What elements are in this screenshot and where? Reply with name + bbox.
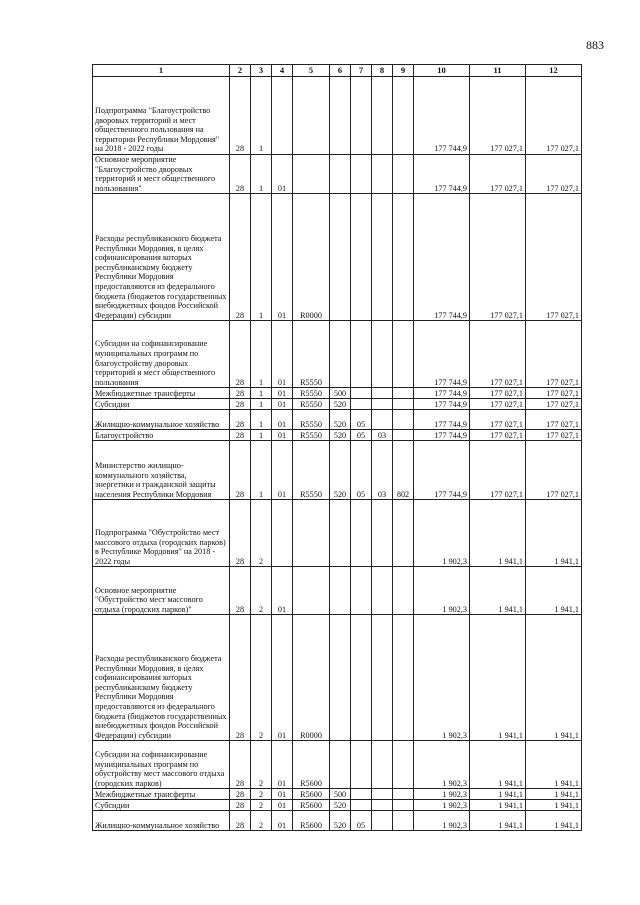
table-cell: 03 xyxy=(372,430,393,441)
table-cell: 01 xyxy=(272,194,293,321)
table-cell xyxy=(372,789,393,800)
table-cell: 1 902,3 xyxy=(414,800,470,811)
table-cell: 177 027,1 xyxy=(470,441,526,500)
table-cell xyxy=(372,811,393,831)
table-cell: 1 941,1 xyxy=(470,789,526,800)
table-cell: 2 xyxy=(251,741,272,789)
table-cell: 1 902,3 xyxy=(414,567,470,615)
table-cell: R5600 xyxy=(293,789,330,800)
table-cell: 01 xyxy=(272,741,293,789)
table-cell: 177 744,9 xyxy=(414,194,470,321)
table-cell xyxy=(351,741,372,789)
table-row xyxy=(93,811,582,831)
column-header: 8 xyxy=(372,65,393,77)
column-header: 12 xyxy=(526,65,582,77)
table-cell xyxy=(351,615,372,741)
table-cell: 03 xyxy=(372,441,393,500)
table-cell: 28 xyxy=(230,811,251,831)
table-cell xyxy=(372,410,393,430)
table-cell: 01 xyxy=(272,410,293,430)
table-cell: 1 902,3 xyxy=(414,789,470,800)
table-cell: 520 xyxy=(330,811,351,831)
table-cell: 177 027,1 xyxy=(470,194,526,321)
table-cell: 1 xyxy=(251,321,272,388)
table-cell xyxy=(393,321,414,388)
table-cell xyxy=(351,789,372,800)
table-cell: 177 027,1 xyxy=(526,155,582,194)
column-header: 3 xyxy=(251,65,272,77)
table-cell: 28 xyxy=(230,789,251,800)
table-row xyxy=(93,410,582,430)
row-name-cell: Расходы республиканского бюджета Республики Мордовия, в целях софинансирования которых республиканскому бюджету Республики Мордовия предоставляются из федерального бюджета (бюджетов государственных внебюджетных фондов Российской Федерации) субсидии xyxy=(93,615,230,741)
table-cell: 177 027,1 xyxy=(526,441,582,500)
table-cell xyxy=(372,741,393,789)
table-cell: 1 941,1 xyxy=(470,567,526,615)
table-cell xyxy=(372,388,393,399)
column-header: 9 xyxy=(393,65,414,77)
table-cell xyxy=(272,77,293,155)
row-name-cell: Благоустройство xyxy=(93,430,230,441)
table-cell: 01 xyxy=(272,388,293,399)
table-cell: 01 xyxy=(272,399,293,410)
table-cell: 1 xyxy=(251,399,272,410)
table-cell xyxy=(351,155,372,194)
table-row xyxy=(93,615,582,741)
table-cell: 500 xyxy=(330,388,351,399)
table-cell: 1 902,3 xyxy=(414,741,470,789)
table-cell: 1 902,3 xyxy=(414,500,470,567)
table-cell: 28 xyxy=(230,194,251,321)
table-cell: 177 027,1 xyxy=(526,399,582,410)
table-cell xyxy=(372,399,393,410)
table-cell: 1 941,1 xyxy=(470,741,526,789)
table-cell: 177 744,9 xyxy=(414,410,470,430)
table-cell: 05 xyxy=(351,441,372,500)
row-name-cell: Основное мероприятие "Обустройство мест массового отдыха (городских парков)" xyxy=(93,567,230,615)
table-cell: 520 xyxy=(330,430,351,441)
table-cell xyxy=(393,399,414,410)
column-header: 1 xyxy=(93,65,230,77)
table-cell xyxy=(393,500,414,567)
table-cell: 1 xyxy=(251,388,272,399)
table-cell: 177 027,1 xyxy=(470,388,526,399)
table-cell: 2 xyxy=(251,800,272,811)
table-row xyxy=(93,500,582,567)
table-row xyxy=(93,430,582,441)
table-cell: R5550 xyxy=(293,410,330,430)
row-name-cell: Субсидии на софинансирование муниципальных программ по обустройству мест массового отдыха (городских парков) xyxy=(93,741,230,789)
table-cell: 1 xyxy=(251,77,272,155)
column-header: 5 xyxy=(293,65,330,77)
row-name-cell: Жилищно-коммунальное хозяйство xyxy=(93,811,230,831)
table-cell: 1 xyxy=(251,410,272,430)
table-cell xyxy=(393,800,414,811)
table-cell: 177 744,9 xyxy=(414,399,470,410)
table-cell: R5550 xyxy=(293,321,330,388)
table-cell: R5550 xyxy=(293,399,330,410)
table-cell: 177 744,9 xyxy=(414,321,470,388)
table-row xyxy=(93,77,582,155)
table-cell: 177 744,9 xyxy=(414,430,470,441)
table-cell xyxy=(393,430,414,441)
row-name-cell: Подпрограмма "Благоустройство дворовых территорий и мест общественного пользования на территории Республики Мордовия" на 2018 - 2022 годы xyxy=(93,77,230,155)
table-cell: 01 xyxy=(272,811,293,831)
table-row xyxy=(93,800,582,811)
table-cell xyxy=(330,741,351,789)
table-cell xyxy=(293,567,330,615)
table-cell: 2 xyxy=(251,789,272,800)
table-cell: 28 xyxy=(230,800,251,811)
table-cell: 28 xyxy=(230,321,251,388)
table-cell: 1 941,1 xyxy=(470,800,526,811)
row-name-cell: Межбюджетные трансферты xyxy=(93,789,230,800)
table-cell xyxy=(393,789,414,800)
table-cell: 1 941,1 xyxy=(526,800,582,811)
table-cell xyxy=(393,388,414,399)
table-cell: R0000 xyxy=(293,615,330,741)
table-cell xyxy=(351,567,372,615)
table-cell: 177 027,1 xyxy=(470,321,526,388)
table-row xyxy=(93,155,582,194)
table-cell xyxy=(330,615,351,741)
row-name-cell: Субсидии xyxy=(93,800,230,811)
table-cell xyxy=(372,321,393,388)
table-row xyxy=(93,321,582,388)
column-header: 7 xyxy=(351,65,372,77)
table-cell: R5600 xyxy=(293,800,330,811)
table-cell: 177 027,1 xyxy=(470,155,526,194)
table-cell: 28 xyxy=(230,567,251,615)
table-cell: 05 xyxy=(351,430,372,441)
column-header: 6 xyxy=(330,65,351,77)
table-cell xyxy=(393,741,414,789)
table-cell: 1 941,1 xyxy=(526,741,582,789)
table-row xyxy=(93,399,582,410)
row-name-cell: Министерство жилищно-коммунального хозяйства, энергетики и гражданской защиты населения Республики Мордовия xyxy=(93,441,230,500)
table-cell: 28 xyxy=(230,410,251,430)
table-cell xyxy=(293,77,330,155)
table-cell: 05 xyxy=(351,410,372,430)
table-cell: 28 xyxy=(230,430,251,441)
table-cell: 1 902,3 xyxy=(414,811,470,831)
table-cell xyxy=(351,800,372,811)
table-header-row xyxy=(93,65,582,77)
table-cell: 802 xyxy=(393,441,414,500)
table-cell: 177 744,9 xyxy=(414,441,470,500)
table-cell xyxy=(330,567,351,615)
table-cell xyxy=(372,500,393,567)
table-cell: 1 941,1 xyxy=(526,500,582,567)
table-cell xyxy=(393,410,414,430)
table-cell xyxy=(393,615,414,741)
table-cell: 177 744,9 xyxy=(414,77,470,155)
table-cell: 28 xyxy=(230,388,251,399)
table-cell xyxy=(372,155,393,194)
row-name-cell: Субсидии на софинансирование муниципальных программ по благоустройству дворовых территорий и мест общественного пользования xyxy=(93,321,230,388)
table-cell: 177 027,1 xyxy=(526,194,582,321)
table-cell: 1 941,1 xyxy=(526,615,582,741)
table-cell xyxy=(372,800,393,811)
table-row xyxy=(93,441,582,500)
table-cell: 28 xyxy=(230,155,251,194)
table-cell xyxy=(393,194,414,321)
table-cell: 01 xyxy=(272,430,293,441)
table-cell: 177 027,1 xyxy=(526,430,582,441)
table-cell xyxy=(393,77,414,155)
table-cell xyxy=(293,500,330,567)
table-cell: 01 xyxy=(272,789,293,800)
table-cell xyxy=(372,77,393,155)
table-cell xyxy=(330,500,351,567)
table-cell: 01 xyxy=(272,567,293,615)
table-cell: 177 027,1 xyxy=(526,388,582,399)
table-cell: 28 xyxy=(230,77,251,155)
table-cell: 2 xyxy=(251,500,272,567)
table-cell: 01 xyxy=(272,441,293,500)
table-cell: R5550 xyxy=(293,430,330,441)
table-cell xyxy=(330,194,351,321)
table-row xyxy=(93,194,582,321)
table-cell: R5550 xyxy=(293,388,330,399)
table-cell xyxy=(351,500,372,567)
table-cell: 177 744,9 xyxy=(414,155,470,194)
table-cell: 1 902,3 xyxy=(414,615,470,741)
table-cell xyxy=(393,155,414,194)
table-cell: R0000 xyxy=(293,194,330,321)
table-cell xyxy=(351,399,372,410)
table-row xyxy=(93,741,582,789)
table-cell: 520 xyxy=(330,800,351,811)
table-cell: 01 xyxy=(272,615,293,741)
column-header: 11 xyxy=(470,65,526,77)
table-cell: 520 xyxy=(330,410,351,430)
table-cell: R5550 xyxy=(293,441,330,500)
page-number: 883 xyxy=(586,38,604,52)
row-name-cell: Подпрограмма "Обустройство мест массового отдыха (городских парков) в Республике Мордовия" на 2018 - 2022 годы xyxy=(93,500,230,567)
table-cell xyxy=(272,500,293,567)
table-cell: R5600 xyxy=(293,741,330,789)
table-cell: 2 xyxy=(251,567,272,615)
table-body xyxy=(93,77,582,831)
table-cell: 177 027,1 xyxy=(470,77,526,155)
table-cell xyxy=(351,194,372,321)
table-cell: 28 xyxy=(230,615,251,741)
table-cell xyxy=(330,77,351,155)
table-cell: 520 xyxy=(330,441,351,500)
table-cell: 177 027,1 xyxy=(526,410,582,430)
table-cell: 1 941,1 xyxy=(470,500,526,567)
table-cell: 1 xyxy=(251,441,272,500)
table-cell: 1 xyxy=(251,155,272,194)
table-cell: 28 xyxy=(230,500,251,567)
table-cell: 1 941,1 xyxy=(526,811,582,831)
row-name-cell: Межбюджетные трансферты xyxy=(93,388,230,399)
table-cell: 177 027,1 xyxy=(470,430,526,441)
table-cell: 177 027,1 xyxy=(470,410,526,430)
table-cell: 28 xyxy=(230,399,251,410)
table-cell xyxy=(393,811,414,831)
table-cell xyxy=(372,615,393,741)
table-cell xyxy=(372,194,393,321)
table-cell: 1 xyxy=(251,194,272,321)
table-cell: R5600 xyxy=(293,811,330,831)
table-cell: 500 xyxy=(330,789,351,800)
table-row xyxy=(93,388,582,399)
table-cell: 520 xyxy=(330,399,351,410)
table-cell: 1 941,1 xyxy=(470,811,526,831)
table-cell xyxy=(330,321,351,388)
table-row xyxy=(93,789,582,800)
row-name-cell: Субсидии xyxy=(93,399,230,410)
table-cell xyxy=(351,77,372,155)
table-cell: 01 xyxy=(272,321,293,388)
table-cell xyxy=(351,388,372,399)
table-cell xyxy=(393,567,414,615)
table-cell xyxy=(372,567,393,615)
table-cell xyxy=(293,155,330,194)
table-cell: 1 xyxy=(251,430,272,441)
row-name-cell: Основное мероприятие "Благоустройство дворовых территорий и мест общественного пользования" xyxy=(93,155,230,194)
table-cell xyxy=(330,155,351,194)
column-header: 10 xyxy=(414,65,470,77)
table-cell: 05 xyxy=(351,811,372,831)
table-cell: 2 xyxy=(251,615,272,741)
table-cell: 1 941,1 xyxy=(526,789,582,800)
column-header: 4 xyxy=(272,65,293,77)
row-name-cell: Жилищно-коммунальное хозяйство xyxy=(93,410,230,430)
table-cell: 1 941,1 xyxy=(526,567,582,615)
table-cell xyxy=(351,321,372,388)
table-cell: 2 xyxy=(251,811,272,831)
budget-table xyxy=(92,64,582,831)
column-header: 2 xyxy=(230,65,251,77)
table-cell: 177 027,1 xyxy=(526,77,582,155)
table-cell: 01 xyxy=(272,155,293,194)
table-cell: 177 027,1 xyxy=(470,399,526,410)
table-cell: 177 744,9 xyxy=(414,388,470,399)
table-cell: 01 xyxy=(272,800,293,811)
table-cell: 177 027,1 xyxy=(526,321,582,388)
row-name-cell: Расходы республиканского бюджета Республики Мордовия, в целях софинансирования которых республиканскому бюджету Республики Мордовия предоставляются из федерального бюджета (бюджетов государственных внебюджетных фондов Российской Федерации) субсидии xyxy=(93,194,230,321)
table-row xyxy=(93,567,582,615)
table-cell: 28 xyxy=(230,441,251,500)
table-cell: 28 xyxy=(230,741,251,789)
table-cell: 1 941,1 xyxy=(470,615,526,741)
